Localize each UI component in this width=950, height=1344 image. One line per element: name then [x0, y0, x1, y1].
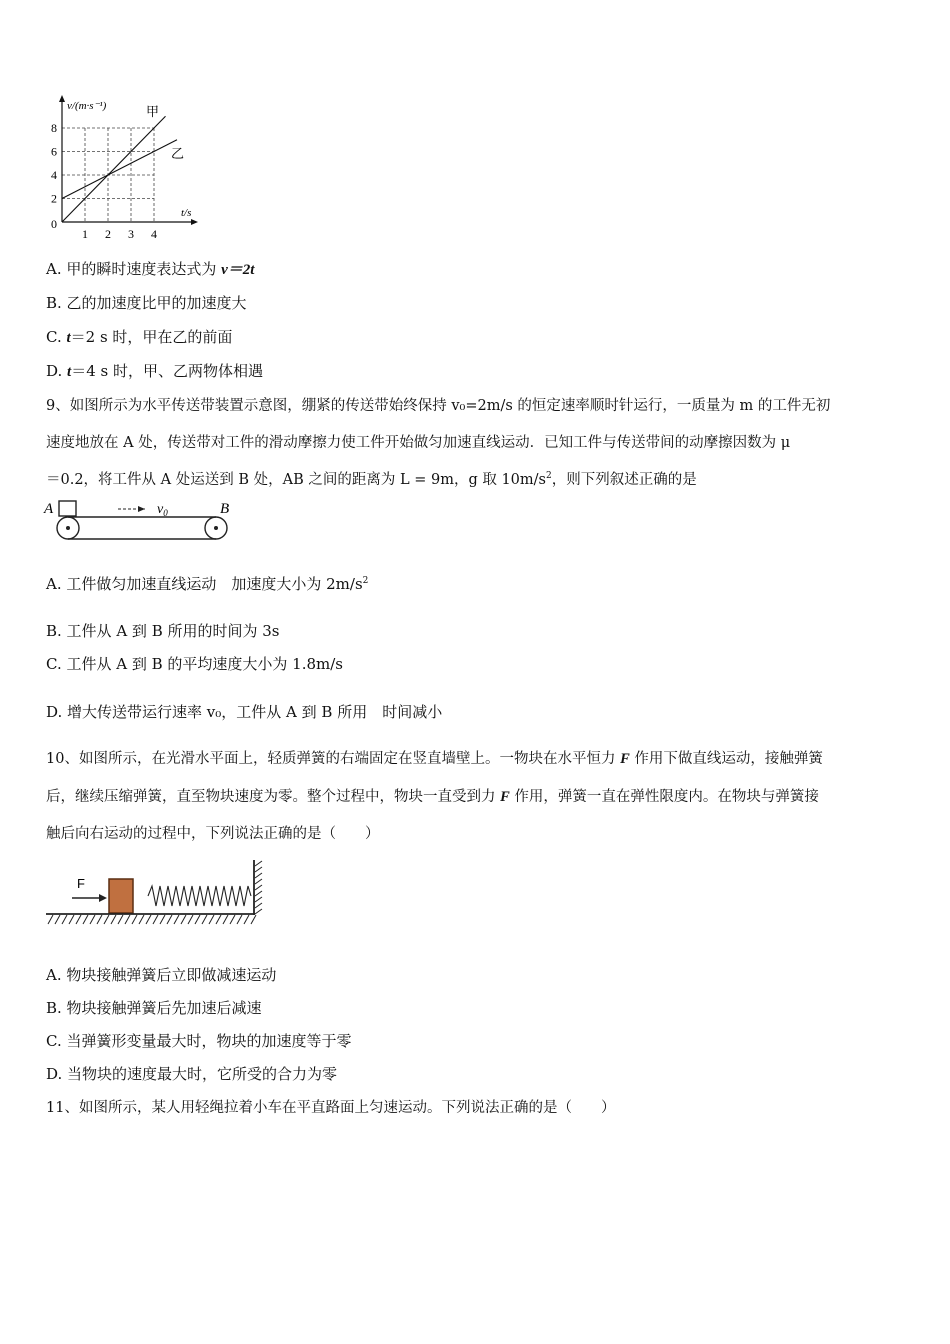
wall-hatch-line — [255, 909, 262, 914]
floor-hatch-line — [55, 915, 60, 924]
series-label-yi: 乙 — [171, 147, 185, 162]
q9-stem-line-3 — [46, 469, 910, 491]
floor-hatch-line — [209, 915, 214, 924]
q8-option-a — [46, 258, 910, 281]
x-tick-label: 3 — [128, 227, 134, 241]
floor-hatch-line — [181, 915, 186, 924]
floor-hatch-line — [139, 915, 144, 924]
floor-hatch-line — [76, 915, 81, 924]
wall-hatch-line — [255, 885, 262, 890]
x-tick-label: 4 — [151, 227, 157, 241]
q9-option-c: C. 工件从 A 到 B 的平均速度大小为 1.8m/s — [46, 655, 344, 673]
floor-hatch-line — [153, 915, 158, 924]
velocity-time-graph — [40, 94, 210, 244]
floor-hatch-line — [62, 915, 67, 924]
y-axis-arrow — [59, 95, 65, 102]
series-line-yi — [62, 140, 177, 199]
y-axis-label: v/(m·s⁻¹) — [67, 100, 107, 112]
floor-hatch-line — [125, 915, 130, 924]
floor-hatch-line — [132, 915, 137, 924]
y-tick-label: 6 — [51, 144, 57, 159]
q8-option-a-formula: v＝2t — [221, 262, 255, 278]
q10-stem-line-3: 触后向右运动的过程中，下列说法正确的是（ ） — [46, 826, 380, 842]
wall-hatching — [255, 861, 262, 914]
conveyor-belt-figure — [42, 498, 242, 550]
wall-hatch-line — [255, 897, 262, 902]
q9-option-b: B. 工件从 A 到 B 所用的时间为 3s — [46, 622, 280, 640]
wall-hatch-line — [255, 873, 262, 878]
floor-hatch-line — [111, 915, 116, 924]
spring-block-figure — [44, 858, 269, 930]
force-arrow-head — [99, 894, 107, 902]
q10-stem-line-1 — [46, 748, 910, 770]
series-line-jia — [62, 116, 166, 222]
wall-hatch-line — [255, 879, 262, 884]
velocity-arrow-head — [138, 506, 145, 512]
q8-option-b: B. 乙的加速度比甲的加速度大 — [46, 294, 247, 312]
floor-hatch-line — [230, 915, 235, 924]
q9-stem-line-3-text: ＝0.2，将工件从 A 处运送到 B 处，AB 之间的距离为 L = 9m，g 取 10m/s — [46, 472, 546, 488]
x-axis-label: t/s — [181, 207, 192, 219]
q10-option-c: C. 当弹簧形变量最大时，物块的加速度等于零 — [46, 1032, 352, 1050]
floor-hatch-line — [104, 915, 109, 924]
floor-hatch-line — [216, 915, 221, 924]
q10-stem-line-1-text: 10、如图所示，在光滑水平面上，轻质弹簧的右端固定在竖直墙壁上。一物块在水平恒力 — [46, 751, 621, 767]
q10-stem-line-2 — [46, 786, 910, 808]
floor-hatching — [48, 915, 256, 924]
q10-stem-force-var-2: F — [500, 789, 510, 805]
floor-hatch-line — [146, 915, 151, 924]
y-tick-label: 8 — [51, 121, 57, 135]
wall-hatch-line — [255, 861, 262, 866]
q9-stem-line-1: 9、如图所示为水平传送带装置示意图，绷紧的传送带始终保持 v₀=2m/s 的恒定速率顺时针运行，一质量为 m 的工件无初 — [46, 398, 831, 414]
q8-option-d-var: t — [67, 364, 72, 380]
right-pulley-axle — [214, 526, 218, 530]
floor-hatch-line — [48, 915, 53, 924]
q10-option-d: D. 当物块的速度最大时，它所受的合力为零 — [46, 1065, 338, 1083]
q8-option-c — [46, 326, 910, 349]
floor-hatch-line — [188, 915, 193, 924]
graph-series — [62, 116, 177, 222]
floor-hatch-line — [118, 915, 123, 924]
conveyor-label-a: A — [44, 501, 54, 517]
floor-hatch-line — [160, 915, 165, 924]
floor-hatch-line — [202, 915, 207, 924]
floor-hatch-line — [97, 915, 102, 924]
floor-hatch-line — [244, 915, 249, 924]
x-tick-label: 2 — [105, 227, 111, 241]
q8-option-d-prefix: D. — [46, 362, 68, 380]
floor-hatch-line — [195, 915, 200, 924]
force-label: F — [77, 876, 85, 891]
wall-hatch-line — [255, 903, 262, 908]
q8-option-c-text: ＝2 s 时，甲在乙的前面 — [70, 328, 233, 346]
left-pulley-axle — [66, 526, 70, 530]
velocity-label: $v_0$ — [157, 502, 168, 518]
q8-option-c-var: t — [66, 330, 71, 346]
floor-hatch-line — [83, 915, 88, 924]
floor-hatch-line — [167, 915, 172, 924]
q8-option-d-text: ＝4 s 时，甲、乙两物体相遇 — [71, 362, 263, 380]
workpiece-block — [59, 501, 76, 516]
q8-option-c-prefix: C. — [46, 328, 67, 346]
q9-option-a-superscript: 2 — [362, 576, 369, 586]
q9-option-a — [46, 573, 910, 595]
q10-option-b: B. 物块接触弹簧后先加速后减速 — [46, 999, 262, 1017]
block — [109, 879, 133, 913]
q11-stem: 11、如图所示，某人用轻绳拉着小车在平直路面上匀速运动。下列说法正确的是（ ） — [46, 1100, 616, 1116]
spring — [148, 886, 251, 906]
q9-stem-line-2: 速度地放在 A 处，传送带对工件的滑动摩擦力使工件开始做匀加速直线运动．已知工件与传送带间的动摩擦因数为 μ — [46, 435, 791, 451]
floor-hatch-line — [251, 915, 256, 924]
floor-hatch-line — [90, 915, 95, 924]
wall-hatch-line — [255, 867, 262, 872]
q8-option-d — [46, 360, 910, 383]
q8-option-a-text: A. 甲的瞬时速度表达式为 — [46, 260, 222, 278]
q9-stem-line-3-end: ，则下列叙述正确的是 — [551, 472, 697, 488]
floor-hatch-line — [174, 915, 179, 924]
x-tick-label: 1 — [82, 227, 88, 241]
conveyor-label-b: B — [220, 501, 230, 517]
floor-hatch-line — [69, 915, 74, 924]
q10-stem-line-2-text: 后，继续压缩弹簧，直至物块速度为零。整个过程中，物块一直受到力 — [46, 789, 501, 805]
series-label-jia: 甲 — [146, 105, 160, 120]
q9-option-d: D. 增大传送带运行速率 v₀，工件从 A 到 B 所用 时间减小 — [46, 703, 443, 721]
x-axis-arrow — [191, 219, 198, 225]
q10-stem-force-var: F — [620, 751, 630, 767]
graph-tick-labels — [51, 121, 157, 241]
floor-hatch-line — [223, 915, 228, 924]
wall-hatch-line — [255, 891, 262, 896]
q9-stem-superscript: 2 — [545, 471, 552, 482]
q10-option-a: A. 物块接触弹簧后立即做减速运动 — [46, 966, 277, 984]
q10-stem-line-1-end: 作用下做直线运动，接触弹簧 — [629, 751, 823, 767]
y-tick-label: 4 — [51, 168, 57, 182]
q9-option-a-text: A. 工件做匀加速直线运动 加速度大小为 2m/s — [46, 575, 363, 593]
y-tick-label: 2 — [51, 191, 57, 206]
origin-label: 0 — [51, 217, 57, 231]
floor-hatch-line — [237, 915, 242, 924]
q10-stem-line-2-end: 作用，弹簧一直在弹性限度内。在物块与弹簧接 — [509, 789, 819, 805]
